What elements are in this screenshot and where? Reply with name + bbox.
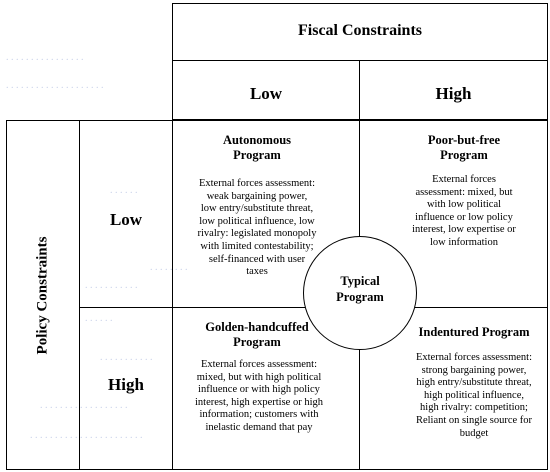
faint-ghost-text: . . . . . . . . . . . . . . . . . . . . . . . bbox=[30, 430, 143, 441]
typical-program-label: Typical Program bbox=[336, 274, 384, 304]
faint-ghost-text: . . . . . . . . . . . bbox=[100, 352, 153, 363]
poor-but-free-body: External forces assessment: mixed, but with low political influence or low policy interest, low expertise or low information bbox=[412, 174, 516, 248]
autonomous-body: External forces assessment: weak bargaining power, low entry/substitute threat, low political influence, low rivalry: legislated monopoly with limited contestability; self-financed with user taxes bbox=[197, 178, 317, 278]
indentured-body: External forces assessment: strong bargaining power, high entry/substitute threat, high political influence, high rivalry: competition; Reliant on single source for budget bbox=[415, 352, 533, 439]
faint-ghost-text: . . . . . . . . . . . . . . . . . . bbox=[40, 400, 128, 411]
faint-ghost-text: . . . . . . . . . . . . . . . . . . . . bbox=[6, 80, 104, 91]
faint-ghost-text: . . . . . . . . . . . . . . . . bbox=[6, 52, 84, 63]
fiscal-low-label: Low bbox=[249, 84, 283, 103]
fiscal-high-label: High bbox=[435, 84, 472, 103]
autonomous-title: Autonomous Program bbox=[222, 133, 292, 162]
faint-ghost-text: . . . . . . bbox=[110, 185, 138, 196]
policy-high-label: High bbox=[108, 375, 144, 394]
indentured-title: Indentured Program bbox=[418, 325, 530, 339]
poor-but-free-title: Poor-but-free Program bbox=[427, 133, 501, 162]
policy-constraints-label-wrap bbox=[6, 120, 80, 470]
fiscal-constraints-label: Fiscal Constraints bbox=[298, 22, 422, 39]
golden-handcuffed-title: Golden-handcuffed Program bbox=[205, 320, 309, 349]
faint-ghost-text: . . . . . . bbox=[85, 313, 113, 324]
faint-ghost-text: . . . . . . . . . . . bbox=[85, 280, 138, 291]
policy-constraints-label: Policy Constraints bbox=[34, 236, 51, 354]
policy-low-label: Low bbox=[109, 210, 143, 229]
faint-ghost-text: . . . . . . . . bbox=[150, 262, 188, 273]
golden-handcuffed-body: External forces assessment: mixed, but with high political influence or with high policy interest, high expertise or high information; customers with inelastic demand that pay bbox=[194, 359, 323, 433]
